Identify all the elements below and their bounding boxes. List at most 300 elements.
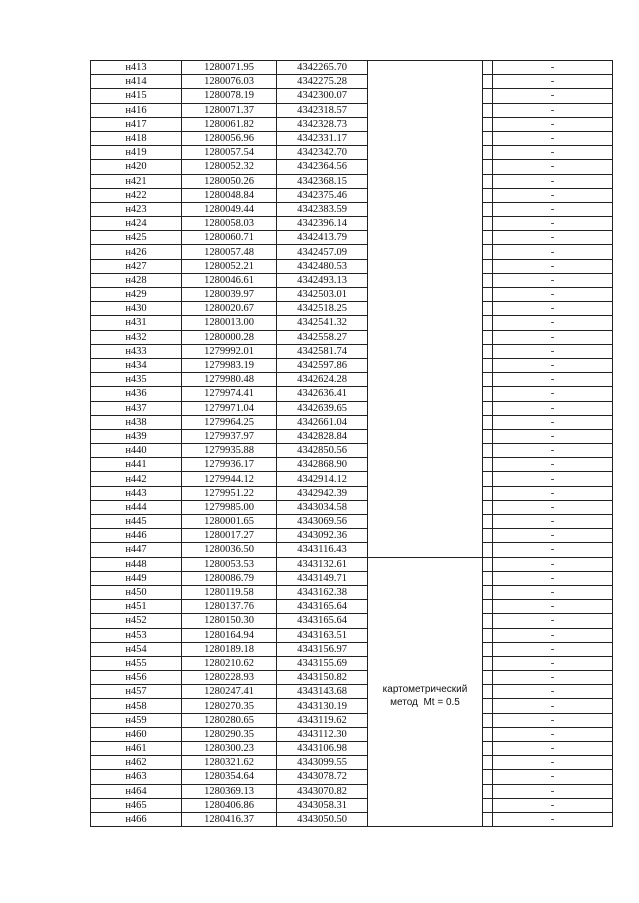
- y-coordinate-cell: 4342396.14: [277, 217, 368, 231]
- height-cell: -: [493, 770, 613, 784]
- x-coordinate-cell: 1279985.00: [182, 500, 277, 514]
- x-coordinate-cell: 1279944.12: [182, 472, 277, 486]
- point-name-cell: н441: [91, 458, 182, 472]
- x-coordinate-cell: 1280280.65: [182, 713, 277, 727]
- spacer-cell: [483, 89, 493, 103]
- y-coordinate-cell: 4343099.55: [277, 756, 368, 770]
- point-name-cell: н463: [91, 770, 182, 784]
- y-coordinate-cell: 4342383.59: [277, 202, 368, 216]
- height-cell: -: [493, 231, 613, 245]
- y-coordinate-cell: 4342331.17: [277, 131, 368, 145]
- table-row: [91, 231, 613, 245]
- spacer-cell: [483, 202, 493, 216]
- height-cell: -: [493, 217, 613, 231]
- height-cell: -: [493, 585, 613, 599]
- spacer-cell: [483, 685, 493, 699]
- y-coordinate-cell: 4343092.36: [277, 529, 368, 543]
- x-coordinate-cell: 1280052.21: [182, 259, 277, 273]
- spacer-cell: [483, 188, 493, 202]
- height-cell: -: [493, 358, 613, 372]
- y-coordinate-cell: 4343058.31: [277, 798, 368, 812]
- table-row: [91, 699, 613, 713]
- table-row: [91, 614, 613, 628]
- height-cell: -: [493, 486, 613, 500]
- y-coordinate-cell: 4343050.50: [277, 812, 368, 826]
- x-coordinate-cell: 1280052.32: [182, 160, 277, 174]
- height-cell: -: [493, 699, 613, 713]
- table-row: [91, 146, 613, 160]
- x-coordinate-cell: 1280137.76: [182, 600, 277, 614]
- height-cell: -: [493, 571, 613, 585]
- spacer-cell: [483, 217, 493, 231]
- y-coordinate-cell: 4342597.86: [277, 358, 368, 372]
- point-name-cell: н447: [91, 543, 182, 557]
- table-row: [91, 429, 613, 443]
- height-cell: -: [493, 628, 613, 642]
- table-row: [91, 245, 613, 259]
- height-cell: -: [493, 61, 613, 75]
- point-name-cell: н421: [91, 174, 182, 188]
- spacer-cell: [483, 515, 493, 529]
- point-name-cell: н460: [91, 727, 182, 741]
- point-name-cell: н452: [91, 614, 182, 628]
- x-coordinate-cell: 1280013.00: [182, 316, 277, 330]
- method-line-1: картометрический: [382, 683, 468, 695]
- point-name-cell: н436: [91, 387, 182, 401]
- table-row: [91, 131, 613, 145]
- spacer-cell: [483, 316, 493, 330]
- y-coordinate-cell: 4342342.70: [277, 146, 368, 160]
- y-coordinate-cell: 4343070.82: [277, 784, 368, 798]
- spacer-cell: [483, 798, 493, 812]
- point-name-cell: н442: [91, 472, 182, 486]
- table-row: [91, 685, 613, 699]
- y-coordinate-cell: 4342328.73: [277, 117, 368, 131]
- height-cell: -: [493, 458, 613, 472]
- x-coordinate-cell: 1280053.53: [182, 557, 277, 571]
- x-coordinate-cell: 1279935.88: [182, 444, 277, 458]
- point-name-cell: н416: [91, 103, 182, 117]
- x-coordinate-cell: 1280416.37: [182, 812, 277, 826]
- point-name-cell: н418: [91, 131, 182, 145]
- spacer-cell: [483, 529, 493, 543]
- table-row: [91, 373, 613, 387]
- y-coordinate-cell: 4342413.79: [277, 231, 368, 245]
- spacer-cell: [483, 444, 493, 458]
- point-name-cell: н438: [91, 415, 182, 429]
- point-name-cell: н432: [91, 330, 182, 344]
- height-cell: -: [493, 146, 613, 160]
- x-coordinate-cell: 1280057.48: [182, 245, 277, 259]
- height-cell: -: [493, 671, 613, 685]
- point-name-cell: н435: [91, 373, 182, 387]
- spacer-cell: [483, 103, 493, 117]
- table-row: [91, 316, 613, 330]
- table-row: [91, 557, 613, 571]
- x-coordinate-cell: 1280048.84: [182, 188, 277, 202]
- spacer-cell: [483, 160, 493, 174]
- table-row: [91, 585, 613, 599]
- spacer-cell: [483, 245, 493, 259]
- height-cell: -: [493, 784, 613, 798]
- table-row: [91, 117, 613, 131]
- spacer-cell: [483, 500, 493, 514]
- height-cell: -: [493, 387, 613, 401]
- y-coordinate-cell: 4343106.98: [277, 742, 368, 756]
- y-coordinate-cell: 4342375.46: [277, 188, 368, 202]
- spacer-cell: [483, 75, 493, 89]
- x-coordinate-cell: 1280210.62: [182, 656, 277, 670]
- height-cell: -: [493, 174, 613, 188]
- y-coordinate-cell: 4343165.64: [277, 614, 368, 628]
- y-coordinate-cell: 4342636.41: [277, 387, 368, 401]
- point-name-cell: н444: [91, 500, 182, 514]
- x-coordinate-cell: 1280060.71: [182, 231, 277, 245]
- coordinates-table: [90, 60, 613, 827]
- y-coordinate-cell: 4343150.82: [277, 671, 368, 685]
- spacer-cell: [483, 373, 493, 387]
- table-row: [91, 259, 613, 273]
- table-row: [91, 713, 613, 727]
- spacer-cell: [483, 656, 493, 670]
- height-cell: -: [493, 160, 613, 174]
- y-coordinate-cell: 4343130.19: [277, 699, 368, 713]
- coordinates-table-body: [91, 61, 613, 827]
- x-coordinate-cell: 1280046.61: [182, 273, 277, 287]
- height-cell: -: [493, 302, 613, 316]
- y-coordinate-cell: 4342558.27: [277, 330, 368, 344]
- y-coordinate-cell: 4343116.43: [277, 543, 368, 557]
- spacer-cell: [483, 486, 493, 500]
- x-coordinate-cell: 1280189.18: [182, 642, 277, 656]
- point-name-cell: н417: [91, 117, 182, 131]
- height-cell: -: [493, 103, 613, 117]
- x-coordinate-cell: 1280369.13: [182, 784, 277, 798]
- x-coordinate-cell: 1280071.37: [182, 103, 277, 117]
- table-row: [91, 543, 613, 557]
- point-name-cell: н443: [91, 486, 182, 500]
- y-coordinate-cell: 4342300.07: [277, 89, 368, 103]
- spacer-cell: [483, 344, 493, 358]
- x-coordinate-cell: 1280164.94: [182, 628, 277, 642]
- y-coordinate-cell: 4343132.61: [277, 557, 368, 571]
- y-coordinate-cell: 4343163.51: [277, 628, 368, 642]
- point-name-cell: н419: [91, 146, 182, 160]
- method-cell: [368, 557, 483, 827]
- spacer-cell: [483, 742, 493, 756]
- height-cell: -: [493, 756, 613, 770]
- point-name-cell: н427: [91, 259, 182, 273]
- y-coordinate-cell: 4343165.64: [277, 600, 368, 614]
- spacer-cell: [483, 387, 493, 401]
- table-row: [91, 89, 613, 103]
- spacer-cell: [483, 784, 493, 798]
- method-label: [368, 558, 482, 709]
- spacer-cell: [483, 259, 493, 273]
- point-name-cell: н448: [91, 557, 182, 571]
- point-name-cell: н430: [91, 302, 182, 316]
- spacer-cell: [483, 600, 493, 614]
- x-coordinate-cell: 1280050.26: [182, 174, 277, 188]
- point-name-cell: н450: [91, 585, 182, 599]
- y-coordinate-cell: 4342480.53: [277, 259, 368, 273]
- point-name-cell: н455: [91, 656, 182, 670]
- table-row: [91, 812, 613, 826]
- point-name-cell: н461: [91, 742, 182, 756]
- point-name-cell: н458: [91, 699, 182, 713]
- table-row: [91, 188, 613, 202]
- x-coordinate-cell: 1280039.97: [182, 288, 277, 302]
- table-row: [91, 798, 613, 812]
- spacer-cell: [483, 429, 493, 443]
- table-row: [91, 458, 613, 472]
- table-row: [91, 202, 613, 216]
- point-name-cell: н445: [91, 515, 182, 529]
- height-cell: -: [493, 401, 613, 415]
- height-cell: -: [493, 500, 613, 514]
- spacer-cell: [483, 557, 493, 571]
- x-coordinate-cell: 1279983.19: [182, 358, 277, 372]
- x-coordinate-cell: 1280119.58: [182, 585, 277, 599]
- y-coordinate-cell: 4343149.71: [277, 571, 368, 585]
- point-name-cell: н426: [91, 245, 182, 259]
- y-coordinate-cell: 4342364.56: [277, 160, 368, 174]
- table-row: [91, 75, 613, 89]
- y-coordinate-cell: 4342503.01: [277, 288, 368, 302]
- spacer-cell: [483, 642, 493, 656]
- table-row: [91, 302, 613, 316]
- height-cell: -: [493, 288, 613, 302]
- x-coordinate-cell: 1280061.82: [182, 117, 277, 131]
- x-coordinate-cell: 1279951.22: [182, 486, 277, 500]
- point-name-cell: н465: [91, 798, 182, 812]
- point-name-cell: н466: [91, 812, 182, 826]
- y-coordinate-cell: 4343155.69: [277, 656, 368, 670]
- x-coordinate-cell: 1280300.23: [182, 742, 277, 756]
- table-row: [91, 415, 613, 429]
- point-name-cell: н446: [91, 529, 182, 543]
- spacer-cell: [483, 415, 493, 429]
- height-cell: -: [493, 344, 613, 358]
- y-coordinate-cell: 4343078.72: [277, 770, 368, 784]
- y-coordinate-cell: 4342581.74: [277, 344, 368, 358]
- spacer-cell: [483, 699, 493, 713]
- x-coordinate-cell: 1280270.35: [182, 699, 277, 713]
- y-coordinate-cell: 4342493.13: [277, 273, 368, 287]
- spacer-cell: [483, 585, 493, 599]
- table-row: [91, 642, 613, 656]
- point-name-cell: н420: [91, 160, 182, 174]
- point-name-cell: н433: [91, 344, 182, 358]
- y-coordinate-cell: 4342868.90: [277, 458, 368, 472]
- point-name-cell: н429: [91, 288, 182, 302]
- table-row: [91, 273, 613, 287]
- point-name-cell: н456: [91, 671, 182, 685]
- table-row: [91, 288, 613, 302]
- height-cell: -: [493, 273, 613, 287]
- spacer-cell: [483, 117, 493, 131]
- point-name-cell: н464: [91, 784, 182, 798]
- spacer-cell: [483, 401, 493, 415]
- height-cell: -: [493, 117, 613, 131]
- table-row: [91, 529, 613, 543]
- point-name-cell: н449: [91, 571, 182, 585]
- y-coordinate-cell: 4342265.70: [277, 61, 368, 75]
- point-name-cell: н422: [91, 188, 182, 202]
- point-name-cell: н428: [91, 273, 182, 287]
- y-coordinate-cell: 4342457.09: [277, 245, 368, 259]
- height-cell: -: [493, 89, 613, 103]
- point-name-cell: н434: [91, 358, 182, 372]
- table-row: [91, 727, 613, 741]
- y-coordinate-cell: 4342942.39: [277, 486, 368, 500]
- point-name-cell: н454: [91, 642, 182, 656]
- spacer-cell: [483, 571, 493, 585]
- spacer-cell: [483, 628, 493, 642]
- y-coordinate-cell: 4342624.28: [277, 373, 368, 387]
- x-coordinate-cell: 1280017.27: [182, 529, 277, 543]
- table-row: [91, 742, 613, 756]
- height-cell: -: [493, 529, 613, 543]
- spacer-cell: [483, 330, 493, 344]
- height-cell: -: [493, 429, 613, 443]
- point-name-cell: н415: [91, 89, 182, 103]
- table-row: [91, 571, 613, 585]
- y-coordinate-cell: 4342914.12: [277, 472, 368, 486]
- x-coordinate-cell: 1279936.17: [182, 458, 277, 472]
- table-row: [91, 756, 613, 770]
- height-cell: -: [493, 131, 613, 145]
- x-coordinate-cell: 1280049.44: [182, 202, 277, 216]
- y-coordinate-cell: 4342661.04: [277, 415, 368, 429]
- x-coordinate-cell: 1280150.30: [182, 614, 277, 628]
- table-row: [91, 656, 613, 670]
- spacer-cell: [483, 671, 493, 685]
- height-cell: -: [493, 202, 613, 216]
- point-name-cell: н440: [91, 444, 182, 458]
- height-cell: -: [493, 316, 613, 330]
- point-name-cell: н457: [91, 685, 182, 699]
- table-row: [91, 103, 613, 117]
- y-coordinate-cell: 4343034.58: [277, 500, 368, 514]
- height-cell: -: [493, 656, 613, 670]
- spacer-cell: [483, 812, 493, 826]
- spacer-cell: [483, 458, 493, 472]
- spacer-cell: [483, 174, 493, 188]
- height-cell: -: [493, 798, 613, 812]
- y-coordinate-cell: 4343112.30: [277, 727, 368, 741]
- x-coordinate-cell: 1280354.64: [182, 770, 277, 784]
- height-cell: -: [493, 713, 613, 727]
- x-coordinate-cell: 1279937.97: [182, 429, 277, 443]
- x-coordinate-cell: 1280020.67: [182, 302, 277, 316]
- y-coordinate-cell: 4343069.56: [277, 515, 368, 529]
- table-row: [91, 160, 613, 174]
- height-cell: -: [493, 444, 613, 458]
- spacer-cell: [483, 302, 493, 316]
- point-name-cell: н423: [91, 202, 182, 216]
- table-row: [91, 628, 613, 642]
- spacer-cell: [483, 614, 493, 628]
- height-cell: -: [493, 642, 613, 656]
- table-row: [91, 174, 613, 188]
- table-row: [91, 330, 613, 344]
- x-coordinate-cell: 1280290.35: [182, 727, 277, 741]
- point-name-cell: н424: [91, 217, 182, 231]
- height-cell: -: [493, 75, 613, 89]
- table-row: [91, 217, 613, 231]
- point-name-cell: н437: [91, 401, 182, 415]
- method-line-2: метод Mt = 0.5: [390, 696, 460, 708]
- height-cell: -: [493, 614, 613, 628]
- x-coordinate-cell: 1280228.93: [182, 671, 277, 685]
- table-row: [91, 784, 613, 798]
- spacer-cell: [483, 358, 493, 372]
- x-coordinate-cell: 1280078.19: [182, 89, 277, 103]
- x-coordinate-cell: 1280071.95: [182, 61, 277, 75]
- height-cell: -: [493, 373, 613, 387]
- spacer-cell: [483, 231, 493, 245]
- height-cell: -: [493, 515, 613, 529]
- spacer-cell: [483, 770, 493, 784]
- point-name-cell: н431: [91, 316, 182, 330]
- height-cell: -: [493, 330, 613, 344]
- spacer-cell: [483, 713, 493, 727]
- x-coordinate-cell: 1280001.65: [182, 515, 277, 529]
- height-cell: -: [493, 245, 613, 259]
- height-cell: -: [493, 259, 613, 273]
- height-cell: -: [493, 472, 613, 486]
- spacer-cell: [483, 727, 493, 741]
- y-coordinate-cell: 4343119.62: [277, 713, 368, 727]
- height-cell: -: [493, 188, 613, 202]
- x-coordinate-cell: 1279992.01: [182, 344, 277, 358]
- point-name-cell: н439: [91, 429, 182, 443]
- x-coordinate-cell: 1280076.03: [182, 75, 277, 89]
- table-row: [91, 486, 613, 500]
- point-name-cell: н462: [91, 756, 182, 770]
- y-coordinate-cell: 4342368.15: [277, 174, 368, 188]
- x-coordinate-cell: 1280036.50: [182, 543, 277, 557]
- x-coordinate-cell: 1279980.48: [182, 373, 277, 387]
- table-row: [91, 61, 613, 75]
- height-cell: -: [493, 415, 613, 429]
- height-cell: -: [493, 812, 613, 826]
- table-row: [91, 500, 613, 514]
- table-row: [91, 515, 613, 529]
- point-name-cell: н459: [91, 713, 182, 727]
- y-coordinate-cell: 4342541.32: [277, 316, 368, 330]
- x-coordinate-cell: 1279964.25: [182, 415, 277, 429]
- point-name-cell: н453: [91, 628, 182, 642]
- y-coordinate-cell: 4342850.56: [277, 444, 368, 458]
- table-row: [91, 358, 613, 372]
- y-coordinate-cell: 4343156.97: [277, 642, 368, 656]
- y-coordinate-cell: 4342318.57: [277, 103, 368, 117]
- point-name-cell: н451: [91, 600, 182, 614]
- x-coordinate-cell: 1280000.28: [182, 330, 277, 344]
- x-coordinate-cell: 1280057.54: [182, 146, 277, 160]
- spacer-cell: [483, 131, 493, 145]
- point-name-cell: н414: [91, 75, 182, 89]
- point-name-cell: н425: [91, 231, 182, 245]
- y-coordinate-cell: 4342518.25: [277, 302, 368, 316]
- method-cell-empty: [368, 61, 483, 558]
- y-coordinate-cell: 4343162.38: [277, 585, 368, 599]
- table-row: [91, 444, 613, 458]
- table-row: [91, 600, 613, 614]
- point-name-cell: н413: [91, 61, 182, 75]
